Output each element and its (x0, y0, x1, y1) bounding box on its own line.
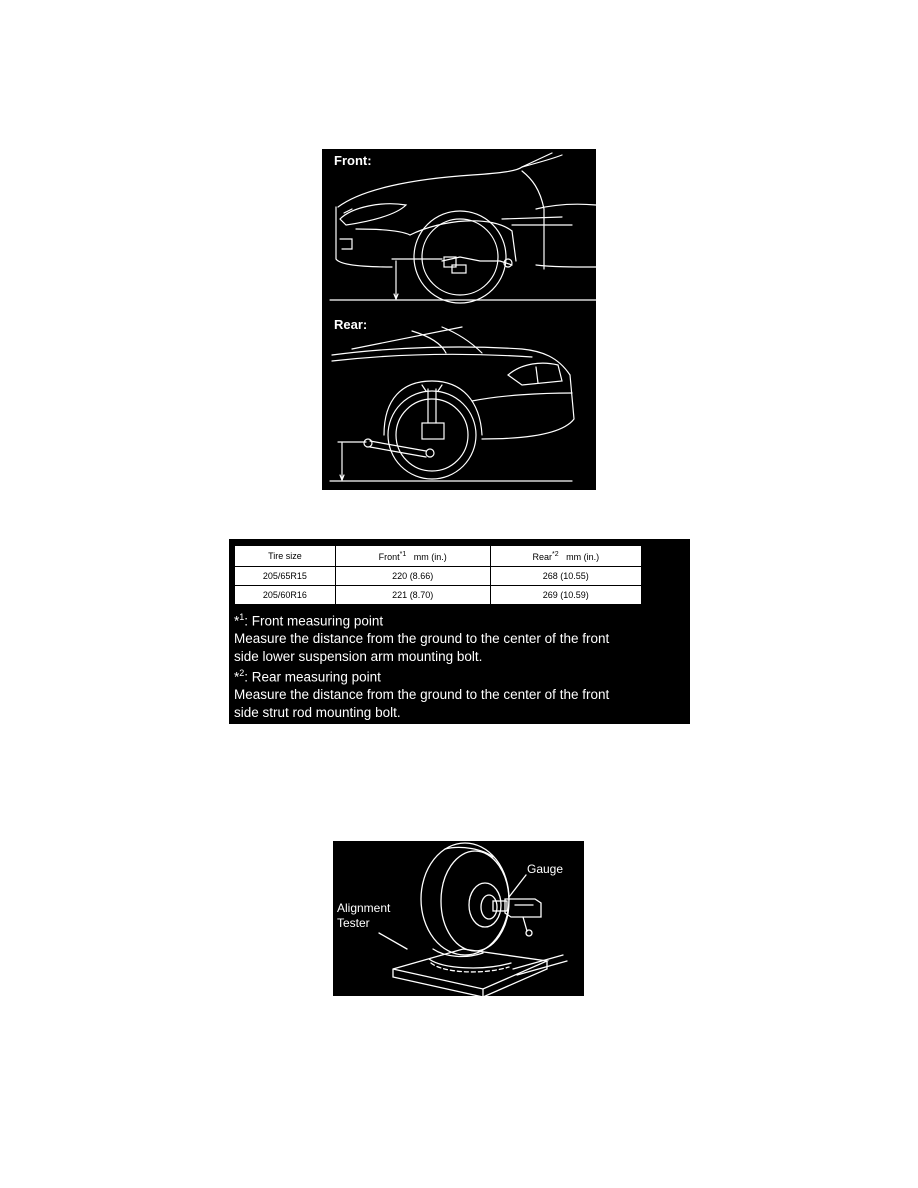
alignment-tester-figure (333, 841, 584, 996)
cell-tire: 205/65R15 (235, 567, 336, 586)
front-rear-illustration (322, 149, 596, 490)
cell-rear: 269 (10.59) (490, 586, 641, 605)
cell-tire: 205/60R16 (235, 586, 336, 605)
note1-line2: side lower suspension arm mounting bolt. (234, 648, 483, 664)
table-row (235, 586, 642, 605)
cell-front: 220 (8.66) (335, 567, 490, 586)
tester-label-line2: Tester (337, 916, 370, 930)
note2-title: *$^2$: Rear measuring point (234, 668, 381, 685)
note2-line2: side strut rod mounting bolt. (234, 704, 401, 720)
note2-line1: Measure the distance from the ground to the center of the front (234, 687, 610, 702)
note1-title: *$^1$: Front measuring point (234, 612, 384, 629)
cell-rear: 268 (10.55) (490, 567, 641, 586)
ride-height-table (234, 545, 642, 605)
measuring-notes (234, 609, 684, 721)
header-front: Front$^{*1}$ mm (in.) (335, 546, 490, 567)
rear-label: Rear: (334, 317, 368, 332)
header-tire-size: Tire size (235, 546, 336, 567)
cell-front: 221 (8.70) (335, 586, 490, 605)
gauge-label: Gauge (527, 862, 564, 876)
header-rear: Rear$^{*2}$ mm (in.) (490, 546, 641, 567)
table-row (235, 567, 642, 586)
front-label: Front: (334, 153, 372, 168)
table-header-row (235, 546, 642, 567)
spec-panel (229, 539, 690, 724)
front-rear-measurement-figure (322, 149, 596, 490)
tester-label-line1: Alignment (337, 901, 391, 915)
alignment-tester-illustration (333, 841, 584, 996)
note1-line1: Measure the distance from the ground to the center of the front (234, 631, 610, 646)
